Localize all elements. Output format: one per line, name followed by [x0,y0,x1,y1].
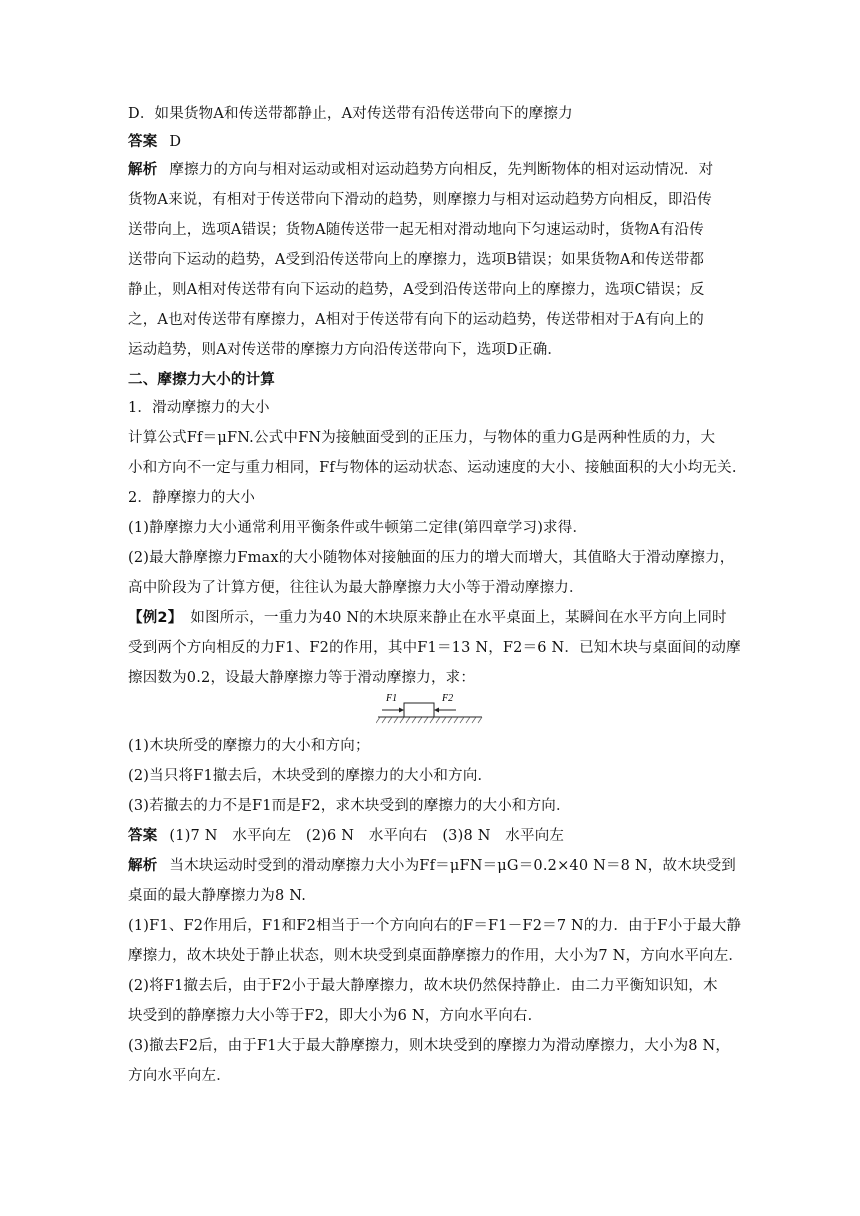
example-stem-line: 擦因数为0.2，设最大静摩擦力等于滑动摩擦力，求： [128,670,476,686]
answer-label: 答案 [128,827,158,844]
analysis-line: 送带向上，选项A错误；货物A随传送带一起无相对滑动地向下匀速运动时，货物A有沿传 [128,222,704,238]
item2-line: 高中阶段为了计算方便，往往认为最大静摩擦力大小等于滑动摩擦力． [128,580,584,596]
analysis-label: 解析 [128,161,158,178]
f2-label: F2 [442,693,454,704]
solution-line: 摩擦力，故木块处于静止状态，则木块受到桌面静摩擦力的作用，大小为7 N，方向水平向左． [128,948,744,964]
wood-block [404,703,434,717]
f1-label: F1 [386,693,398,704]
analysis-line: 货物A来说，有相对于传送带向下滑动的趋势，则摩擦力与相对运动趋势方向相反，即沿传 [128,192,712,208]
answer-value: D [169,134,182,150]
solution-line: (3)撤去F2后，由于F1大于最大静摩擦力，则木块受到的摩擦力为滑动摩擦力，大小为8 N， [128,1038,731,1054]
solution-line: (1)F1、F2作用后，F1和F2相当于一个方向向右的F＝F1－F2＝7 N的力．由于F小于最大静 [128,918,742,934]
answer-line-1 [128,132,738,152]
option-d: D．如果货物A和传送带都静止，A对传送带有沿传送带向下的摩擦力 [128,106,573,122]
analysis-line: 桌面的最大静摩擦力为8 N. [128,888,307,904]
example-stem-line: 受到两个方向相反的力F1、F2的作用，其中F1＝13 N，F2＝6 N．已知木块与桌面间的动摩 [128,640,741,656]
item2-line: (2)最大静摩擦力Fmax的大小随物体对接触面的压力的增大而增大，其值略大于滑动摩擦力， [128,550,735,566]
analysis-line: 送带向下运动的趋势，A受到沿传送带向上的摩擦力，选项B错误；如果货物A和传送带都 [128,252,705,268]
analysis-line: 解析 当木块运动时受到的滑动摩擦力大小为Ff＝μFN＝μG＝0.2×40 N＝8 N，故木块受到 [128,857,736,874]
item1-title: 1．滑动摩擦力的大小 [128,400,270,416]
section-title: 二、摩擦力大小的计算 [128,372,275,388]
f2-arrowhead [434,708,439,713]
answer-value: (1)7 N 水平向左 (2)6 N 水平向右 (3)8 N 水平向左 [169,828,565,844]
question-line: (2)当只将F1撤去后，木块受到的摩擦力的大小和方向． [128,768,493,784]
answer-label: 答案 [128,133,158,150]
analysis-line: 静止，则A相对传送带有向下运动的趋势，A受到沿传送带向上的摩擦力，选项C错误；反 [128,282,705,298]
solution-line: 块受到的静摩擦力大小等于F2，即大小为6 N，方向水平向右． [128,1008,543,1024]
example-tag: 【例2】 [128,610,183,626]
question-line: (1)木块所受的摩擦力的大小和方向； [128,738,370,754]
item1-line: 计算公式Ff＝μFN.公式中FN为接触面受到的正压力，与物体的重力G是两种性质的力，大 [128,430,716,446]
item2-line: (1)静摩擦力大小通常利用平衡条件或牛顿第二定律(第四章学习)求得． [128,520,588,536]
force-diagram [376,690,484,726]
item1-line: 小和方向不一定与重力相同，Ff与物体的运动状态、运动速度的大小、接触面积的大小均无关. [128,460,737,476]
solution-line: (2)将F1撤去后，由于F2小于最大静摩擦力，故木块仍然保持静止．由二力平衡知识知，木 [128,978,718,994]
answer-line-2 [128,826,738,846]
ground-hatch [376,717,482,723]
item2-title: 2．静摩擦力的大小 [128,490,256,506]
solution-line: 方向水平向左． [128,1068,231,1084]
analysis-line: 之，A也对传送带有摩擦力，A相对于传送带有向下的运动趋势，传送带相对于A有向上的 [128,312,704,328]
f1-arrowhead [399,708,404,713]
analysis-line: 运动趋势，则A对传送带的摩擦力方向沿传送带向下，选项D正确． [128,342,563,358]
analysis-label: 解析 [128,857,158,874]
example-stem-line: 【例2】 如图所示，一重力为40 N的木块原来静止在水平桌面上，某瞬间在水平方向上同时 [128,610,727,626]
analysis-line: 解析 摩擦力的方向与相对运动或相对运动趋势方向相反，先判断物体的相对运动情况．对 [128,161,714,178]
question-line: (3)若撤去的力不是F1而是F2，求木块受到的摩擦力的大小和方向． [128,798,571,814]
